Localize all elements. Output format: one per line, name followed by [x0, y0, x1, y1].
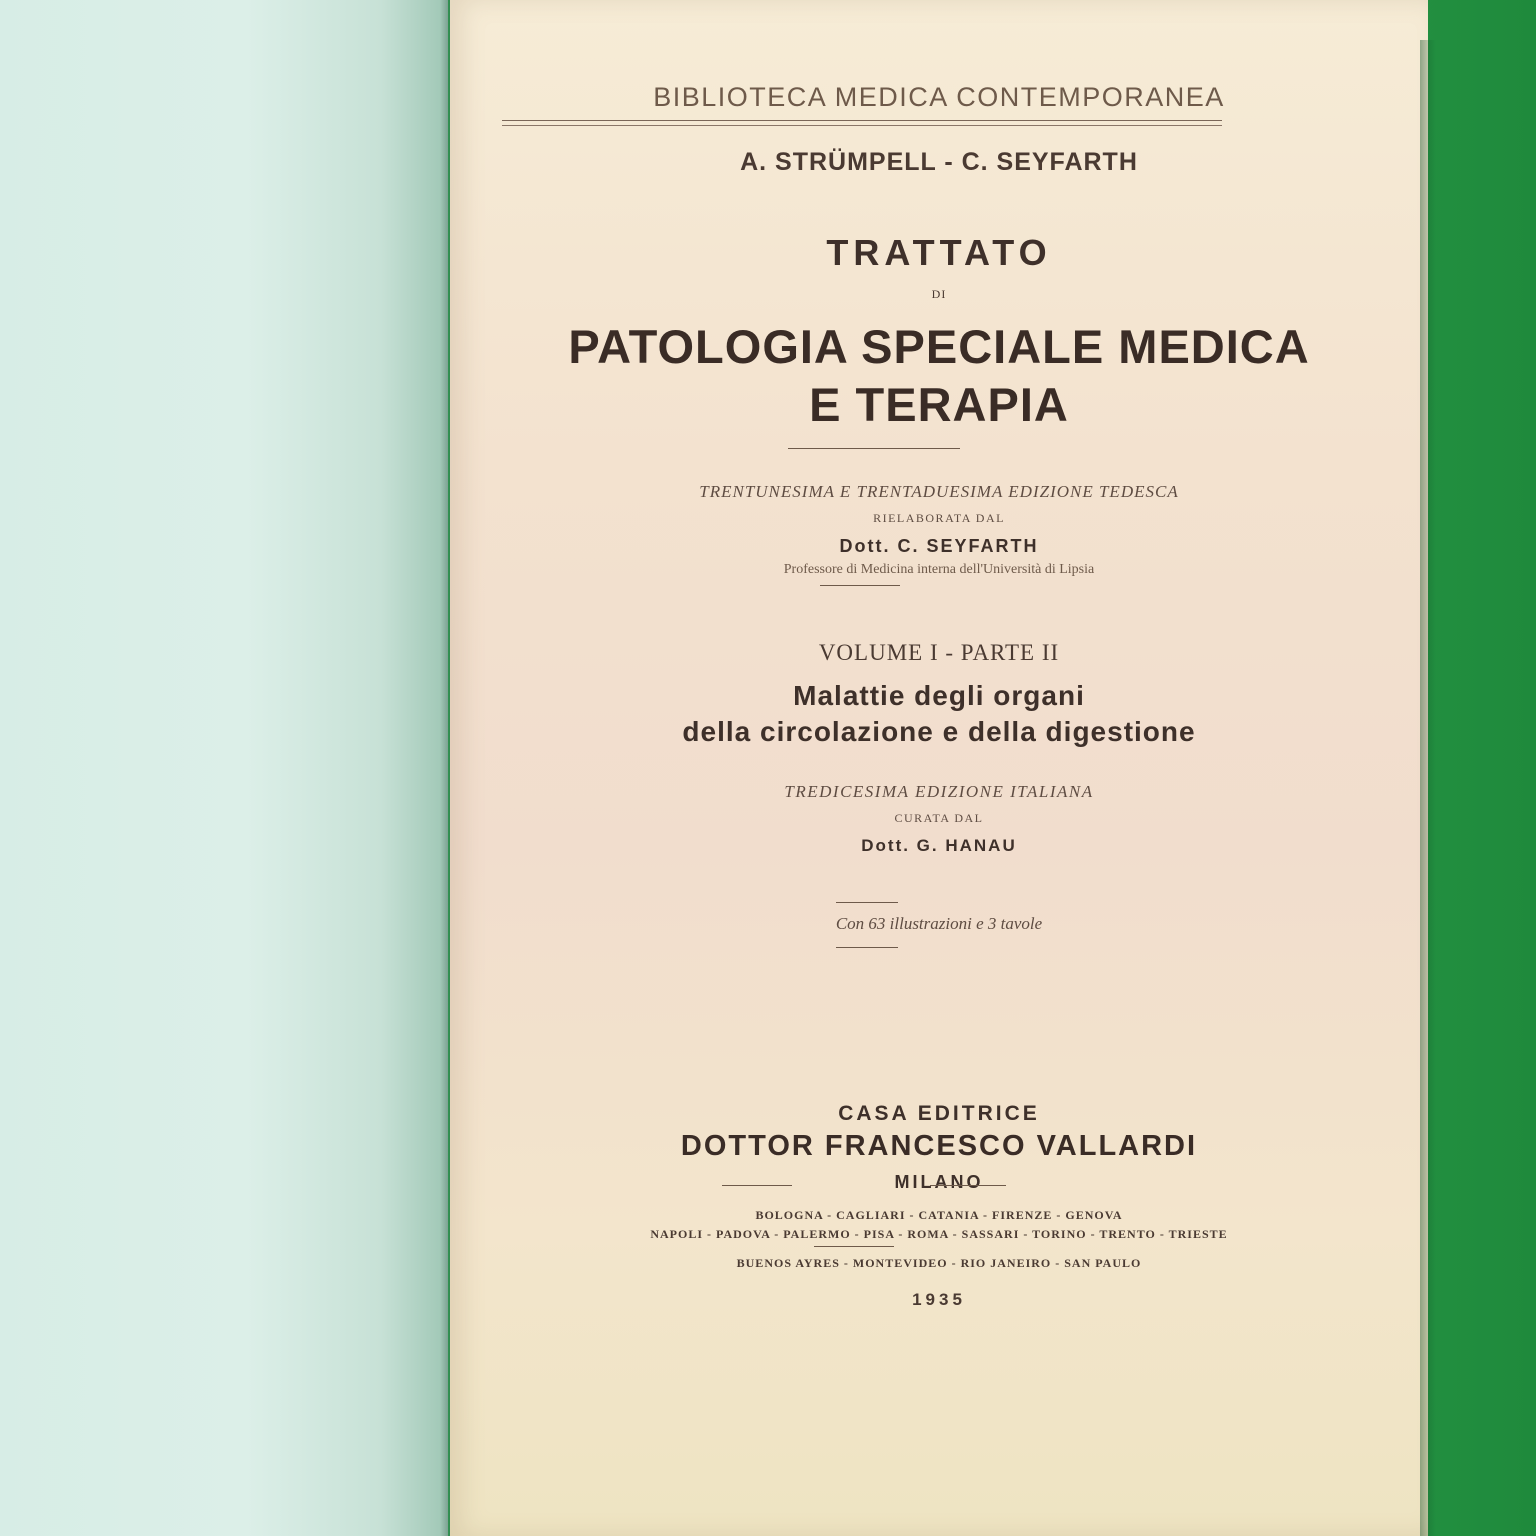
reviser-title: Professore di Medicina interna dell'Università di Lipsia — [783, 562, 1095, 577]
title-trattato: TRATTATO — [826, 232, 1052, 273]
page-edge-shadow — [1420, 40, 1436, 1536]
authors: A. STRÜMPELL - C. SEYFARTH — [740, 148, 1138, 176]
book-gutter-shadow — [440, 0, 450, 1536]
editor-name: Dott. G. HANAU — [861, 836, 1017, 855]
branches-rule — [814, 1246, 894, 1247]
volume-subject-line-1: Malattie degli organi — [793, 680, 1085, 711]
revised-by-label: RIELABORATA DAL — [873, 511, 1005, 525]
title-page — [450, 0, 1428, 1536]
italian-edition: TREDICESIMA EDIZIONE ITALIANA — [784, 782, 1094, 801]
publisher-label: CASA EDITRICE — [838, 1102, 1040, 1125]
main-title — [450, 318, 1428, 434]
main-title-line-1: PATOLOGIA SPECIALE MEDICA — [568, 320, 1310, 373]
illustrations-rule-top — [836, 902, 898, 903]
volume-subject — [450, 678, 1428, 750]
branches-line-3: BUENOS AYRES - MONTEVIDEO - RIO JANEIRO - SAN PAULO — [736, 1256, 1142, 1270]
series-title: BIBLIOTECA MEDICA CONTEMPORANEA — [653, 82, 1225, 112]
illustrations-rule-bottom — [836, 947, 898, 948]
title-rule — [788, 448, 960, 449]
volume-subject-line-2: della circolazione e della digestione — [682, 716, 1196, 747]
illustrations-note: Con 63 illustrazioni e 3 tavole — [835, 914, 1043, 933]
publication-year: 1935 — [912, 1290, 966, 1309]
edited-by-label: CURATA DAL — [894, 811, 984, 825]
title-connector: DI — [931, 287, 947, 301]
city-rule-right — [930, 1185, 1006, 1186]
series-rule-top — [502, 120, 1222, 121]
volume-label: VOLUME I - PARTE II — [818, 640, 1060, 665]
publisher-name: DOTTOR FRANCESCO VALLARDI — [680, 1130, 1198, 1162]
main-title-line-2: E TERAPIA — [809, 378, 1069, 431]
reviser-rule — [820, 585, 900, 586]
branches-line-1: BOLOGNA - CAGLIARI - CATANIA - FIRENZE - GENOVA — [755, 1208, 1123, 1222]
branches-line-2: NAPOLI - PADOVA - PALERMO - PISA - ROMA - SASSARI - TORINO - TRENTO - TRIESTE — [650, 1227, 1228, 1241]
series-rule-bottom — [502, 125, 1222, 126]
reviser-name: Dott. C. SEYFARTH — [839, 536, 1039, 556]
publisher-city: MILANO — [894, 1172, 984, 1192]
german-edition: TRENTUNESIMA E TRENTADUESIMA EDIZIONE TEDESCA — [699, 482, 1179, 501]
left-blank-page — [0, 0, 448, 1536]
